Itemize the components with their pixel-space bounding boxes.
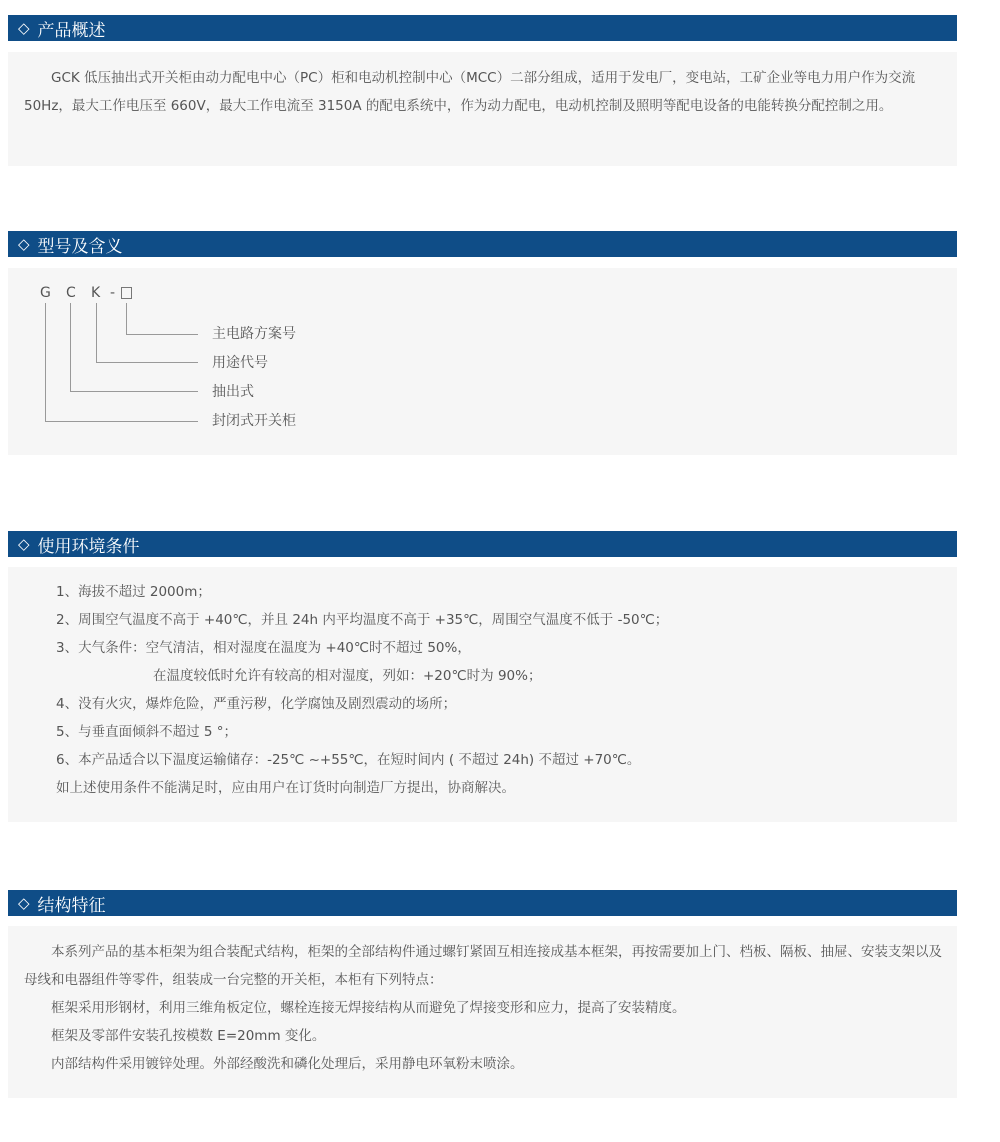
condition-item: 2、周围空气温度不高于 +40℃，并且 24h 内平均温度不高于 +35℃，周围空气温度不低于 -50℃； bbox=[56, 612, 669, 628]
diamond-icon: ◇ bbox=[18, 535, 30, 553]
model-label-usage-code: 用途代号 bbox=[212, 355, 268, 371]
condition-note: 如上述使用条件不能满足时，应由用户在订货时向制造厂方提出，协商解决。 bbox=[56, 780, 515, 796]
section-title: 型号及含义 bbox=[37, 236, 123, 257]
section-body-environment bbox=[8, 567, 957, 822]
condition-item: 4、没有火灾，爆炸危险，严重污秽，化学腐蚀及剧烈震动的场所； bbox=[56, 696, 457, 712]
condition-item: 5、与垂直面倾斜不超过 5 °； bbox=[56, 724, 238, 740]
tree-line-vertical bbox=[70, 303, 71, 391]
tree-line-horizontal bbox=[126, 334, 198, 335]
model-letter-g: G bbox=[40, 285, 51, 301]
model-label-enclosed-switchgear: 封闭式开关柜 bbox=[212, 413, 296, 429]
section-title: 结构特征 bbox=[37, 895, 106, 916]
section-header-structure bbox=[8, 890, 957, 916]
structure-point: 内部结构件采用镀锌处理。外部经酸洗和磷化处理后，采用静电环氧粉末喷涂。 bbox=[51, 1056, 524, 1072]
section-title: 产品概述 bbox=[37, 20, 106, 41]
condition-item-continued: 在温度较低时允许有较高的相对湿度，列如：+20℃时为 90%； bbox=[153, 668, 542, 684]
structure-intro: 本系列产品的基本柜架为组合装配式结构，柜架的全部结构件通过螺钉紧固互相连接成基本框架，再按需要加上门、档板、隔板、抽屉、安装支架以及母线和电器组件等零件，组装成一台完整的开关柜，本柜有下列特点： bbox=[24, 944, 942, 988]
tree-line-vertical bbox=[126, 303, 127, 334]
model-label-drawout: 抽出式 bbox=[212, 384, 254, 400]
model-placeholder-box bbox=[121, 287, 132, 299]
section-body-overview bbox=[8, 52, 957, 166]
model-dash: - bbox=[110, 285, 116, 301]
diamond-icon: ◇ bbox=[18, 235, 30, 253]
section-header-overview bbox=[8, 15, 957, 41]
diamond-icon: ◇ bbox=[18, 894, 30, 912]
condition-item: 3、大气条件：空气清洁，相对湿度在温度为 +40℃时不超过 50%， bbox=[56, 640, 471, 656]
model-letter-k: K bbox=[91, 285, 101, 301]
diamond-icon: ◇ bbox=[18, 19, 30, 37]
structure-point: 框架采用形钢材，利用三维角板定位，螺栓连接无焊接结构从而避免了焊接变形和应力，提高了安装精度。 bbox=[51, 1000, 686, 1016]
model-label-main-circuit: 主电路方案号 bbox=[212, 326, 296, 342]
tree-line-horizontal bbox=[45, 421, 198, 422]
condition-item: 6、本产品适合以下温度运输储存：-25℃ ~+55℃，在短时间内 ( 不超过 24h) 不超过 +70℃。 bbox=[56, 752, 641, 768]
model-letter-c: C bbox=[66, 285, 76, 301]
condition-item: 1、海拔不超过 2000m； bbox=[56, 584, 211, 600]
section-title: 使用环境条件 bbox=[37, 536, 140, 557]
section-body-structure bbox=[8, 926, 957, 1098]
section-header-model bbox=[8, 231, 957, 257]
overview-paragraph: GCK 低压抽出式开关柜由动力配电中心（PC）柜和电动机控制中心（MCC）二部分组成，适用于发电厂，变电站，工矿企业等电力用户作为交流 50Hz，最大工作电压至 660V，最大工作电流至 3150A 的配电系统中，作为动力配电，电动机控制及照明等配电设备的电能转换分配控制之用。 bbox=[24, 70, 916, 114]
tree-line-vertical bbox=[96, 303, 97, 362]
structure-point: 框架及零部件安装孔按模数 E=20mm 变化。 bbox=[51, 1028, 326, 1044]
section-header-environment bbox=[8, 531, 957, 557]
tree-line-vertical bbox=[45, 303, 46, 421]
tree-line-horizontal bbox=[96, 362, 198, 363]
tree-line-horizontal bbox=[70, 391, 198, 392]
